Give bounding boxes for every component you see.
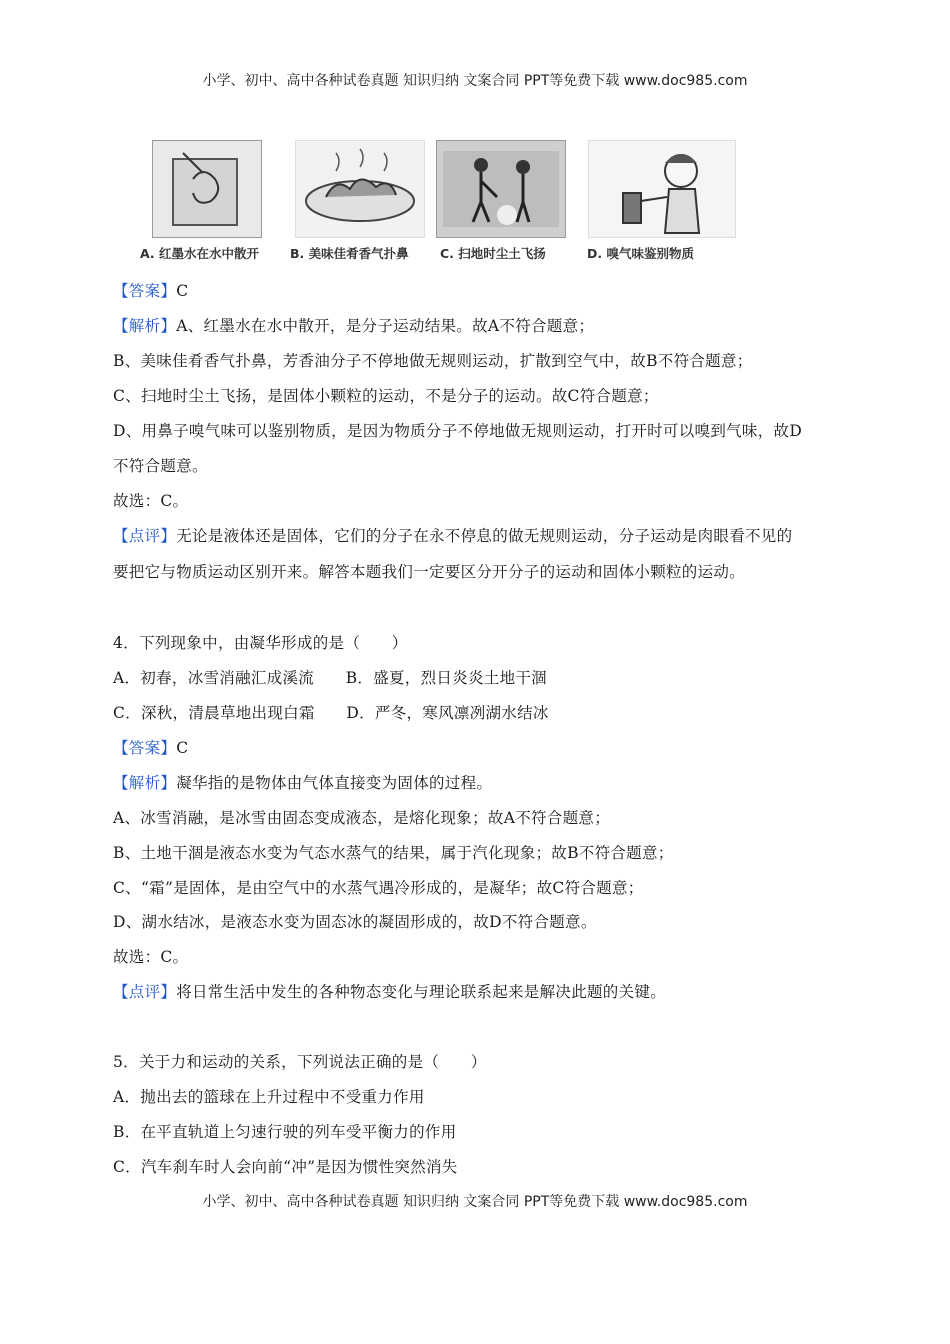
q4-options-row: A．初春，冰雪消融汇成溪流 B．盛夏，烈日炎炎土地干涸 [113,669,547,687]
analysis-tag: 【解析】 [113,774,177,792]
q4-comment-line: 【点评】将日常生活中发生的各种物态变化与理论联系起来是解决此题的关键。 [113,983,667,1001]
dish-icon [296,141,424,237]
q5-question: 5．关于力和运动的关系，下列说法正确的是（ ） [113,1053,487,1071]
figure-caption-d: D. 嗅气味鉴别物质 [587,246,694,261]
q4-question: 4．下列现象中，由凝华形成的是（ ） [113,634,408,652]
q4-analysis-line: 【解析】凝华指的是物体由气体直接变为固体的过程。 [113,774,493,792]
comment-tag: 【点评】 [113,983,177,1001]
beaker-icon [153,141,261,237]
page-header: 小学、初中、高中各种试卷真题 知识归纳 文案合同 PPT等免费下载 www.doc985.com [202,73,748,89]
q4-analysis-line: B、土地干涸是液态水变为气态水蒸气的结果，属于汽化现象；故B不符合题意； [113,844,674,862]
figure-caption-b: B. 美味佳肴香气扑鼻 [290,246,409,261]
q4-analysis-line: C、“霜”是固体，是由空气中的水蒸气遇冷形成的，是凝华；故C符合题意； [113,879,644,897]
q3-answer [113,279,188,301]
figure-image-c [436,140,566,238]
figure-image-b [295,140,425,238]
q4-analysis-line: D、湖水结冰，是液态水变为固态冰的凝固形成的，故D不符合题意。 [113,913,597,931]
boy-smelling-icon [589,141,735,237]
comment-tag: 【点评】 [113,527,177,545]
q5-option: C．汽车刹车时人会向前“冲”是因为惯性突然消失 [113,1158,458,1176]
q4-answer-value: C [176,739,189,757]
q3-comment-line: 要把它与物质运动区别开来。解答本题我们一定要区分开分子的运动和固体小颗粒的运动。 [113,563,746,581]
q4-answer [113,736,188,758]
answer-tag: 【答案】 [113,282,177,300]
sweeping-icon [437,141,565,237]
q3-comment-line: 【点评】无论是液体还是固体，它们的分子在永不停息的做无规则运动，分子运动是肉眼看不见的 [113,527,793,545]
q3-analysis-line: 不符合题意。 [113,457,208,475]
q3-analysis-line: D、用鼻子嗅气味可以鉴别物质，是因为物质分子不停地做无规则运动，打开时可以嗅到气味，故D [113,422,803,440]
answer-tag: 【答案】 [113,739,177,757]
analysis-tag: 【解析】 [113,317,177,335]
q4-conclusion: 故选：C。 [113,948,189,966]
q5-option: B．在平直轨道上匀速行驶的列车受平衡力的作用 [113,1123,457,1141]
question-figure [140,140,740,268]
q3-analysis-line: C、扫地时尘土飞扬，是固体小颗粒的运动，不是分子的运动。故C符合题意； [113,387,659,405]
q3-answer-value: C [176,282,189,300]
q4-options-row: C．深秋，清晨草地出现白霜 D．严冬，寒风凛冽湖水结冰 [113,704,549,722]
q5-option: A．抛出去的篮球在上升过程中不受重力作用 [113,1088,425,1106]
q3-analysis-line: 【解析】A、红墨水在水中散开，是分子运动结果。故A不符合题意； [113,317,595,335]
figure-image-a [152,140,262,238]
q3-conclusion: 故选：C。 [113,492,189,510]
figure-image-d [588,140,736,238]
figure-caption-a: A. 红墨水在水中散开 [140,246,260,261]
page-footer: 小学、初中、高中各种试卷真题 知识归纳 文案合同 PPT等免费下载 www.doc985.com [202,1194,748,1210]
q4-analysis-line: A、冰雪消融，是冰雪由固态变成液态，是熔化现象；故A不符合题意； [113,809,610,827]
q3-analysis-line: B、美味佳肴香气扑鼻，芳香油分子不停地做无规则运动，扩散到空气中，故B不符合题意； [113,352,753,370]
figure-caption-c: C. 扫地时尘土飞扬 [440,246,546,261]
